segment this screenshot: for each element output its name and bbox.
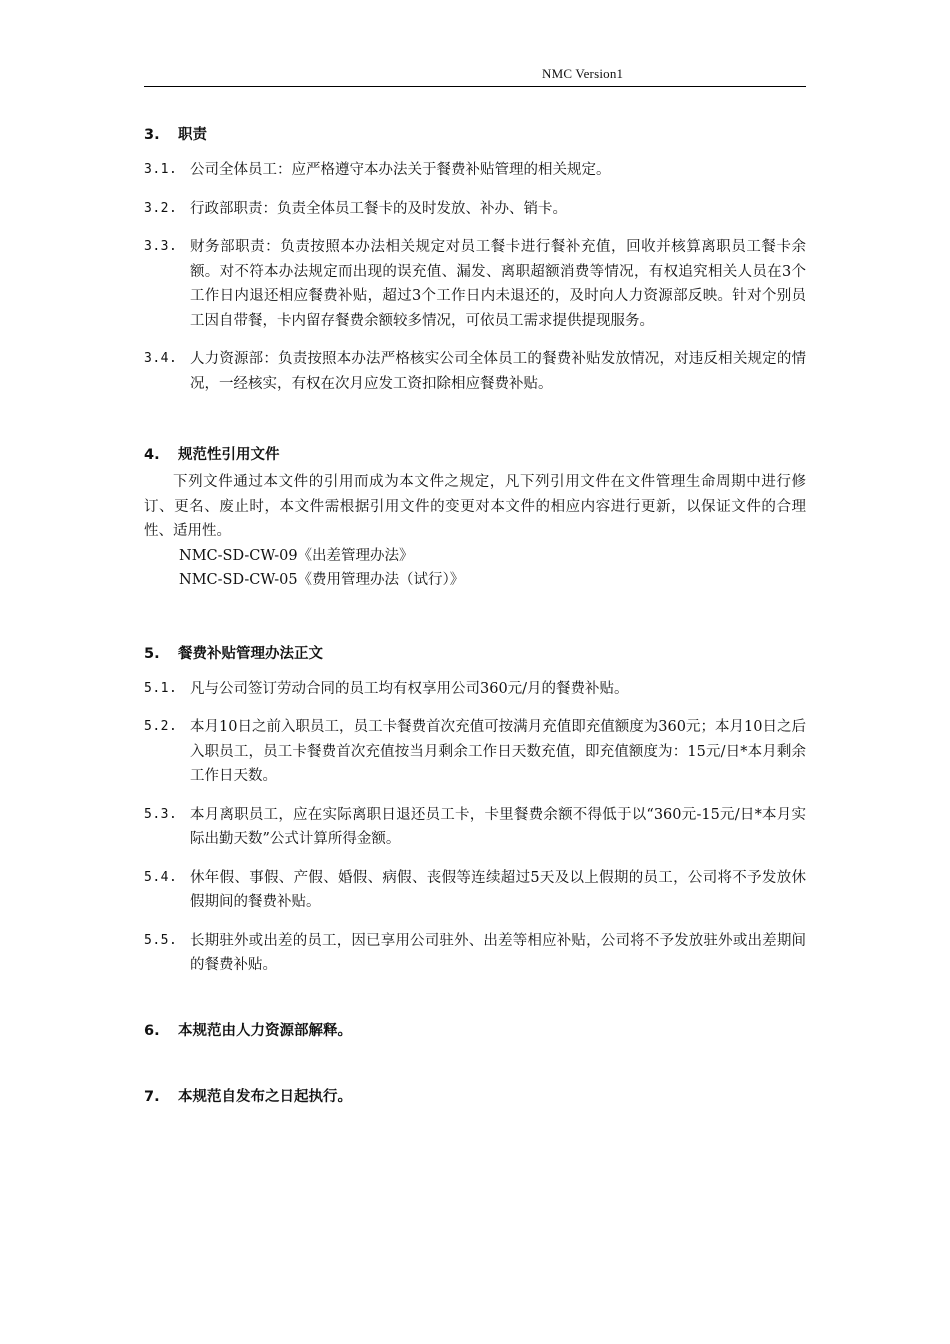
item-number: 5.1. — [144, 680, 178, 696]
item-text: 本月10日之前入职员工，员工卡餐费首次充值可按满月充值即充值额度为360元；本月10日之后入职员工，员工卡餐费首次充值按当月剩余工作日天数充值，即充值额度为：15元/日*本月剩余工作日天数。 — [190, 719, 806, 784]
section-title: 本规范由人力资源部解释。 — [178, 1022, 352, 1039]
list-item — [144, 158, 806, 183]
item-text: 本月离职员工，应在实际离职日退还员工卡，卡里餐费余额不得低于以“360元-15元/日*本月实际出勤天数”公式计算所得金额。 — [190, 806, 806, 847]
section-number: 4. — [144, 447, 160, 463]
section-6-heading — [144, 1016, 806, 1046]
list-item — [144, 197, 806, 222]
item-number: 3.2. — [144, 200, 178, 216]
item-number: 5.2. — [144, 719, 178, 734]
item-number: 5.4. — [144, 869, 178, 885]
list-item — [144, 929, 806, 978]
section-7-heading — [144, 1082, 806, 1112]
section-5-heading — [144, 639, 806, 669]
section-number: 3. — [144, 127, 160, 143]
section-title: 规范性引用文件 — [178, 447, 280, 463]
item-text: 人力资源部：负责按照本办法严格核实公司全体员工的餐费补贴发放情况，对违反相关规定的情况，一经核实，有权在次月应发工资扣除相应餐费补贴。 — [190, 351, 806, 392]
section-number: 6. — [144, 1022, 160, 1039]
section-number: 5. — [144, 645, 160, 662]
header-version-text: NMC Version1 — [542, 66, 624, 81]
item-number: 3.4. — [144, 351, 178, 366]
reference-document: NMC-SD-CW-09《出差管理办法》 — [179, 547, 414, 564]
list-item — [144, 347, 806, 396]
section-4-paragraph: 下列文件通过本文件的引用而成为本文件之规定，凡下列引用文件在文件管理生命周期中进行修订、更名、废止时，本文件需根据引用文件的变更对本文件的相应内容进行更新，以保证文件的合理性、适用性。 — [144, 474, 806, 539]
section-title: 餐费补贴管理办法正文 — [178, 645, 323, 662]
page-header — [144, 66, 806, 87]
list-item — [144, 235, 806, 333]
item-text: 行政部职责：负责全体员工餐卡的及时发放、补办、销卡。 — [190, 200, 567, 217]
section-title: 本规范自发布之日起执行。 — [178, 1088, 352, 1105]
section-number: 7. — [144, 1088, 160, 1105]
section-title: 职责 — [178, 127, 207, 143]
list-item — [144, 677, 806, 702]
document-body — [144, 120, 806, 1112]
reference-document: NMC-SD-CW-05《费用管理办法（试行）》 — [179, 572, 465, 588]
item-number: 3.1. — [144, 162, 178, 177]
item-text: 长期驻外或出差的员工，因已享用公司驻外、出差等相应补贴，公司将不予发放驻外或出差期间的餐费补贴。 — [190, 932, 806, 973]
section-3-heading — [144, 120, 806, 150]
list-item — [144, 866, 806, 915]
list-item — [144, 715, 806, 789]
item-text: 休年假、事假、产假、婚假、病假、丧假等连续超过5天及以上假期的员工，公司将不予发放休假期间的餐费补贴。 — [190, 869, 806, 910]
item-number: 3.3. — [144, 239, 178, 254]
list-item — [144, 803, 806, 852]
item-number: 5.5. — [144, 932, 178, 948]
item-number: 5.3. — [144, 806, 178, 822]
item-text: 公司全体员工：应严格遵守本办法关于餐费补贴管理的相关规定。 — [190, 162, 611, 178]
item-text: 凡与公司签订劳动合同的员工均有权享用公司360元/月的餐费补贴。 — [190, 680, 629, 697]
section-4-heading — [144, 440, 806, 470]
item-text: 财务部职责：负责按照本办法相关规定对员工餐卡进行餐补充值，回收并核算离职员工餐卡余额。对不符本办法规定而出现的误充值、漏发、离职超额消费等情况，有权追究相关人员在3个工作日内退还相应餐费补贴，超过3个工作日内未退还的，及时向人力资源部反映。针对个别员工因自带餐，卡内留存餐费余额较多情况，可依员工需求提供提现服务。 — [190, 239, 806, 329]
